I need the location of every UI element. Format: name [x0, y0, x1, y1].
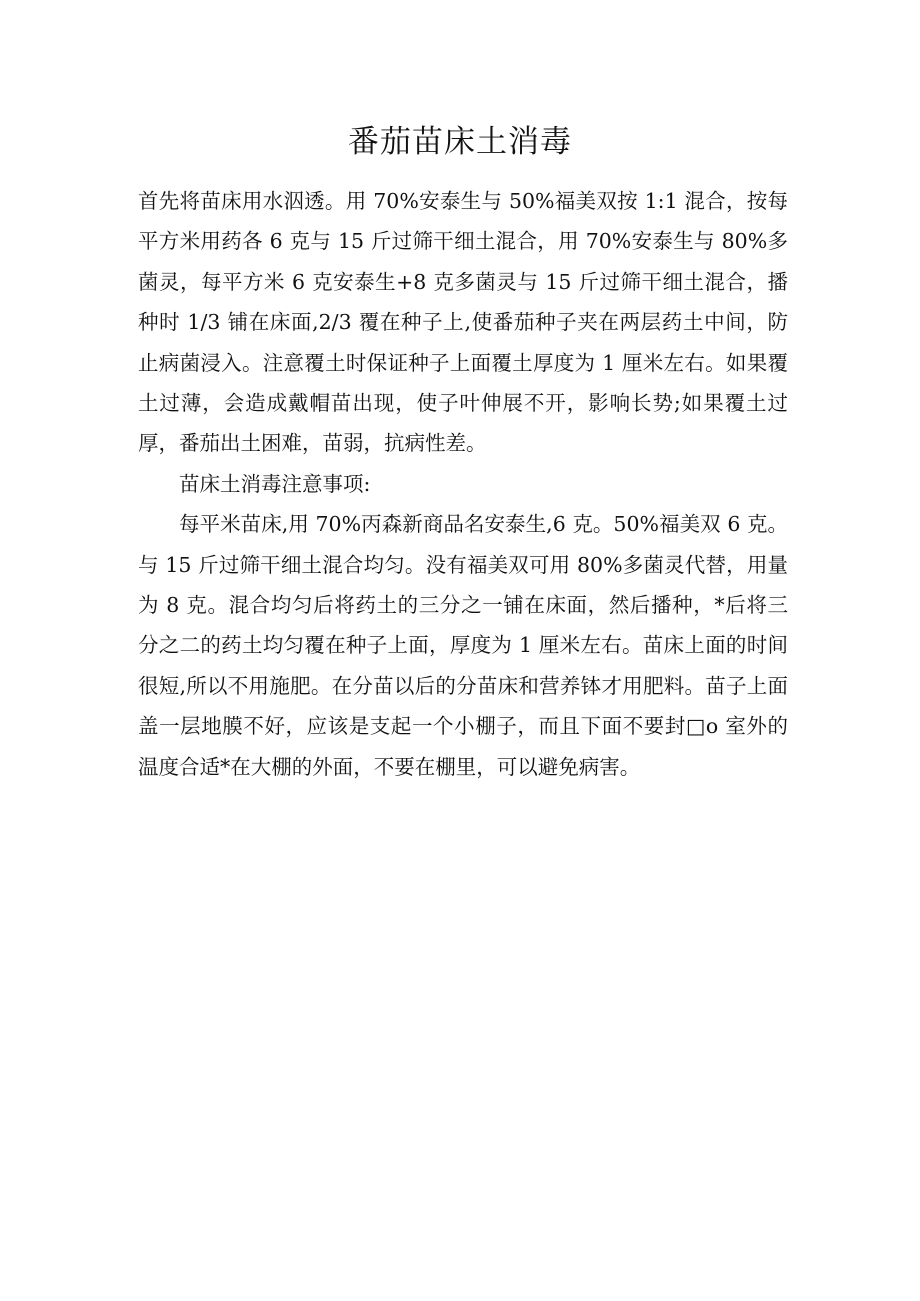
document-body — [138, 181, 788, 787]
paragraph-intro: 首先将苗床用水泅透。用 70%安泰生与 50%福美双按 1:1 混合，按每平方米用药各 6 克与 15 斤过筛干细土混合，用 70%安泰生与 80%多菌灵，每平方米 6 克安泰生+8 克多菌灵与 15 斤过筛干细土混合，播种时 1/3 铺在床面,2/3 覆在种子上,使番茄种子夹在两层药土中间，防止病菌浸入。注意覆土时保证种子上面覆土厚度为 1 厘米左右。如果覆土过薄，会造成戴帽苗出现，使子叶伸展不开，影响长势;如果覆土过厚，番茄出土困难，苗弱，抗病性差。 — [138, 189, 788, 456]
paragraph-notes-body: 每平米苗床,用 70%丙森新商品名安泰生,6 克。50%福美双 6 克。与 15 斤过筛干细土混合均匀。没有福美双可用 80%多菌灵代替，用量为 8 克。混合均匀后将药土的三分之一铺在床面，然后播种，*后将三分之二的药土均匀覆在种子上面，厚度为 1 厘米左右。苗床上面的时间很短,所以不用施肥。在分苗以后的分苗床和营养钵才用肥料。苗子上面盖一层地膜不好，应该是支起一个小棚子，而且下面不要封□o 室外的温度合适*在大棚的外面，不要在棚里，可以避免病害。 — [138, 512, 788, 779]
document-title: 番茄苗床土消毒 — [348, 124, 572, 160]
paragraph-notes-heading: 苗床土消毒注意事项: — [179, 471, 371, 496]
